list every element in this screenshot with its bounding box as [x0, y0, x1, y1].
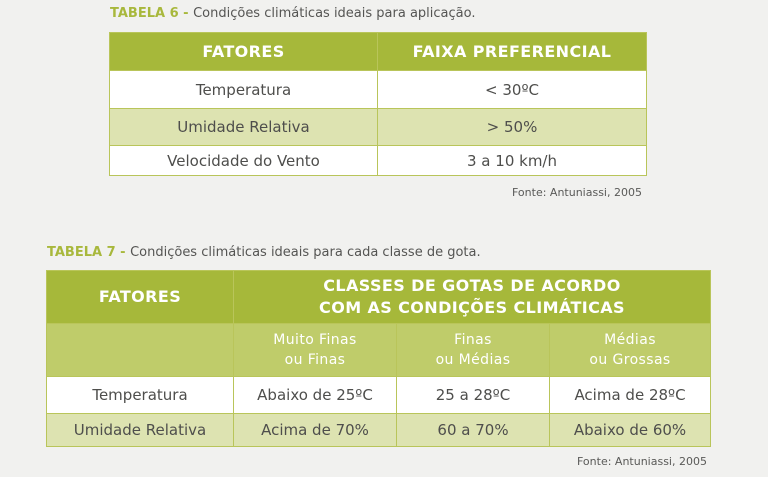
table7-cell-value: Abaixo de 60%	[550, 414, 711, 447]
table7-header-fatores: FATORES	[47, 271, 234, 324]
table6	[109, 32, 647, 176]
table6-cell-range: < 30ºC	[378, 71, 647, 109]
table6-source: Fonte: Antuniassi, 2005	[512, 186, 642, 199]
subheader-line: ou Finas	[284, 352, 346, 368]
table7-cell-value: Abaixo de 25ºC	[234, 377, 397, 414]
table7-cell-value: Acima de 28ºC	[550, 377, 711, 414]
table-row	[110, 109, 647, 146]
table-row	[47, 414, 711, 447]
table7-subheader-empty	[47, 324, 234, 377]
table7	[46, 270, 711, 447]
table7-header-classes-line1: CLASSES DE GOTAS DE ACORDO	[323, 276, 621, 295]
table7-source: Fonte: Antuniassi, 2005	[577, 455, 707, 468]
table-row	[110, 146, 647, 176]
table7-subheader-finas	[397, 324, 550, 377]
table6-caption-label: TABELA 6 -	[110, 6, 194, 21]
table7-cell-factor: Umidade Relativa	[47, 414, 234, 447]
table7-header-classes	[234, 271, 711, 324]
table6-cell-factor: Velocidade do Vento	[110, 146, 378, 176]
table7-header-classes-line2: COM AS CONDIÇÕES CLIMÁTICAS	[319, 298, 625, 317]
table-row	[47, 377, 711, 414]
table7-cell-value: 60 a 70%	[397, 414, 550, 447]
table7-caption-text: Condições climáticas ideais para cada classe de gota.	[130, 245, 481, 260]
table7-caption-label: TABELA 7 -	[47, 245, 131, 260]
table7-cell-factor: Temperatura	[47, 377, 234, 414]
table7-header-row	[47, 271, 711, 324]
table-row	[110, 71, 647, 109]
table6-cell-factor: Temperatura	[110, 71, 378, 109]
table7-caption	[47, 245, 481, 260]
table7-subheader-medias	[550, 324, 711, 377]
table6-caption-text: Condições climáticas ideais para aplicação.	[193, 6, 476, 21]
table6-cell-range: > 50%	[378, 109, 647, 146]
table6-header-row	[110, 33, 647, 71]
subheader-line: Médias	[604, 332, 656, 348]
table6-caption	[110, 6, 475, 21]
subheader-line: ou Médias	[435, 352, 511, 368]
table6-header-faixa: FAIXA PREFERENCIAL	[378, 33, 647, 71]
table6-cell-factor: Umidade Relativa	[110, 109, 378, 146]
table6-cell-range: 3 a 10 km/h	[378, 146, 647, 176]
table7-subheader-muito-finas	[234, 324, 397, 377]
subheader-line: Muito Finas	[273, 332, 357, 348]
table7-cell-value: 25 a 28ºC	[397, 377, 550, 414]
subheader-line: Finas	[454, 332, 492, 348]
table7-subheader-row	[47, 324, 711, 377]
table6-header-fatores: FATORES	[110, 33, 378, 71]
table7-cell-value: Acima de 70%	[234, 414, 397, 447]
subheader-line: ou Grossas	[589, 352, 671, 368]
